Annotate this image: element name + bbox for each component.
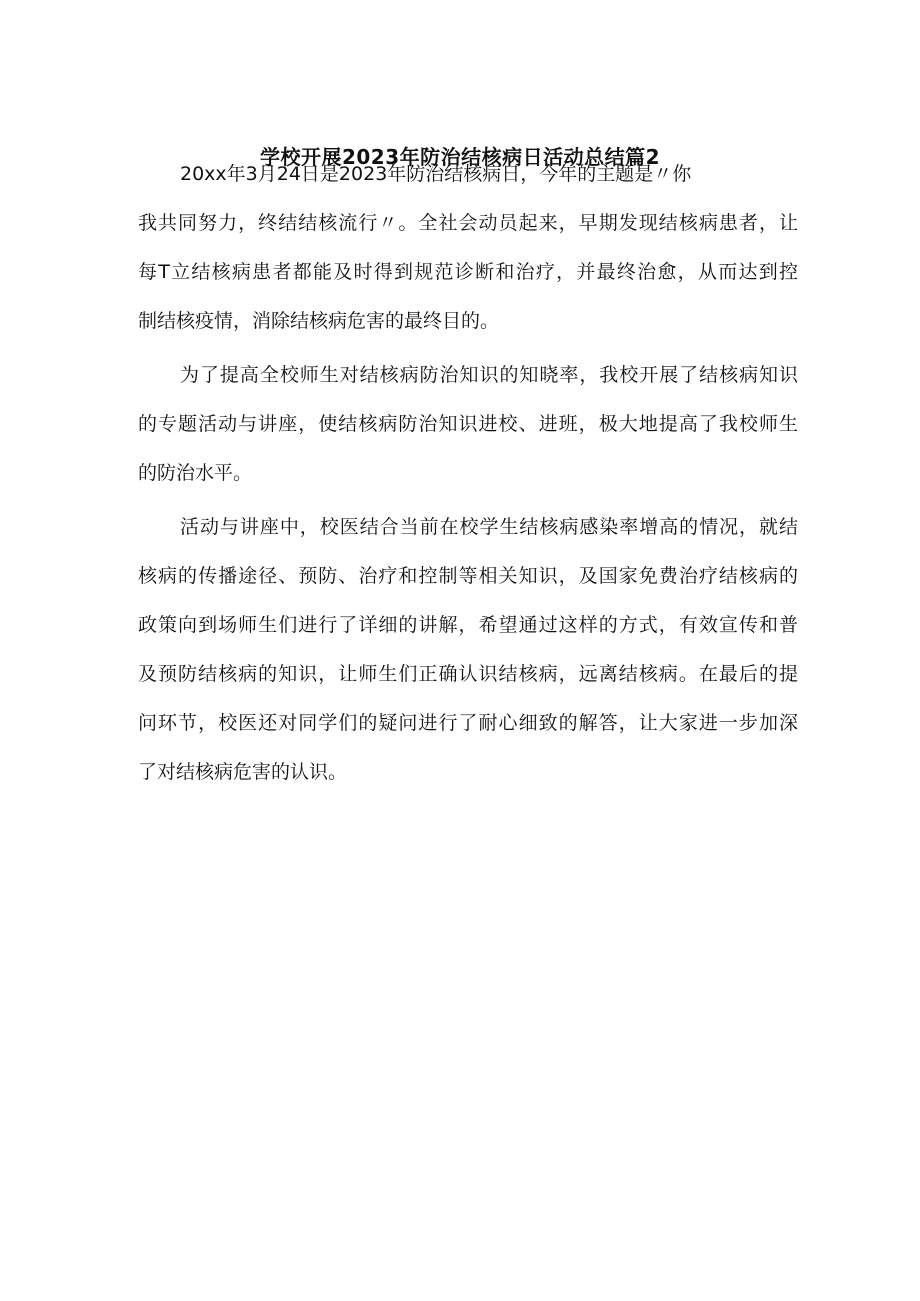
paragraph-line: 核病的传播途径、预防、治疗和控制等相关知识，及国家免费治疗结核病的: [138, 565, 798, 587]
paragraph-line: 的防治水平。: [138, 462, 253, 484]
paragraph-line: 为了提高全校师生对结核病防治知识的知晓率，我校开展了结核病知识: [180, 364, 798, 386]
paragraph-line: 活动与讲座中，校医结合当前在校学生结核病感染率增高的情况，就结: [180, 516, 798, 538]
paragraph-line: 每T立结核病患者都能及时得到规范诊断和治疗，并最终治愈，从而达到控: [138, 261, 798, 283]
paragraph-line: 的专题活动与讲座，使结核病防治知识进校、进班，极大地提高了我校师生: [138, 413, 798, 435]
paragraph-line: 我共同努力，终结结核流行〃。全社会动员起来，早期发现结核病患者，让: [138, 212, 798, 234]
paragraph-line: 问环节，校医还对同学们的疑问进行了耐心细致的解答，让大家进一步加深: [138, 712, 798, 734]
document-body: [138, 159, 798, 811]
paragraph-line: 及预防结核病的知识，让师生们正确认识结核病，远离结核病。在最后的提: [138, 663, 798, 685]
paragraph-3: [138, 512, 798, 787]
paragraph-1: [138, 159, 798, 336]
paragraph-line: 了对结核病危害的认识。: [138, 761, 348, 783]
paragraph-line: 制结核疫情，消除结核病危害的最终目的。: [138, 310, 500, 332]
document-title: 学校开展2023年防治结核病日活动总结篇2: [259, 145, 661, 169]
paragraph-2: [138, 360, 798, 488]
paragraph-line: 20xx年3月24日是2023年防治结核病日，今年的主题是〃你: [180, 163, 692, 185]
paragraph-line: 政策向到场师生们进行了详细的讲解，希望通过这样的方式，有效宣传和普: [138, 614, 798, 636]
